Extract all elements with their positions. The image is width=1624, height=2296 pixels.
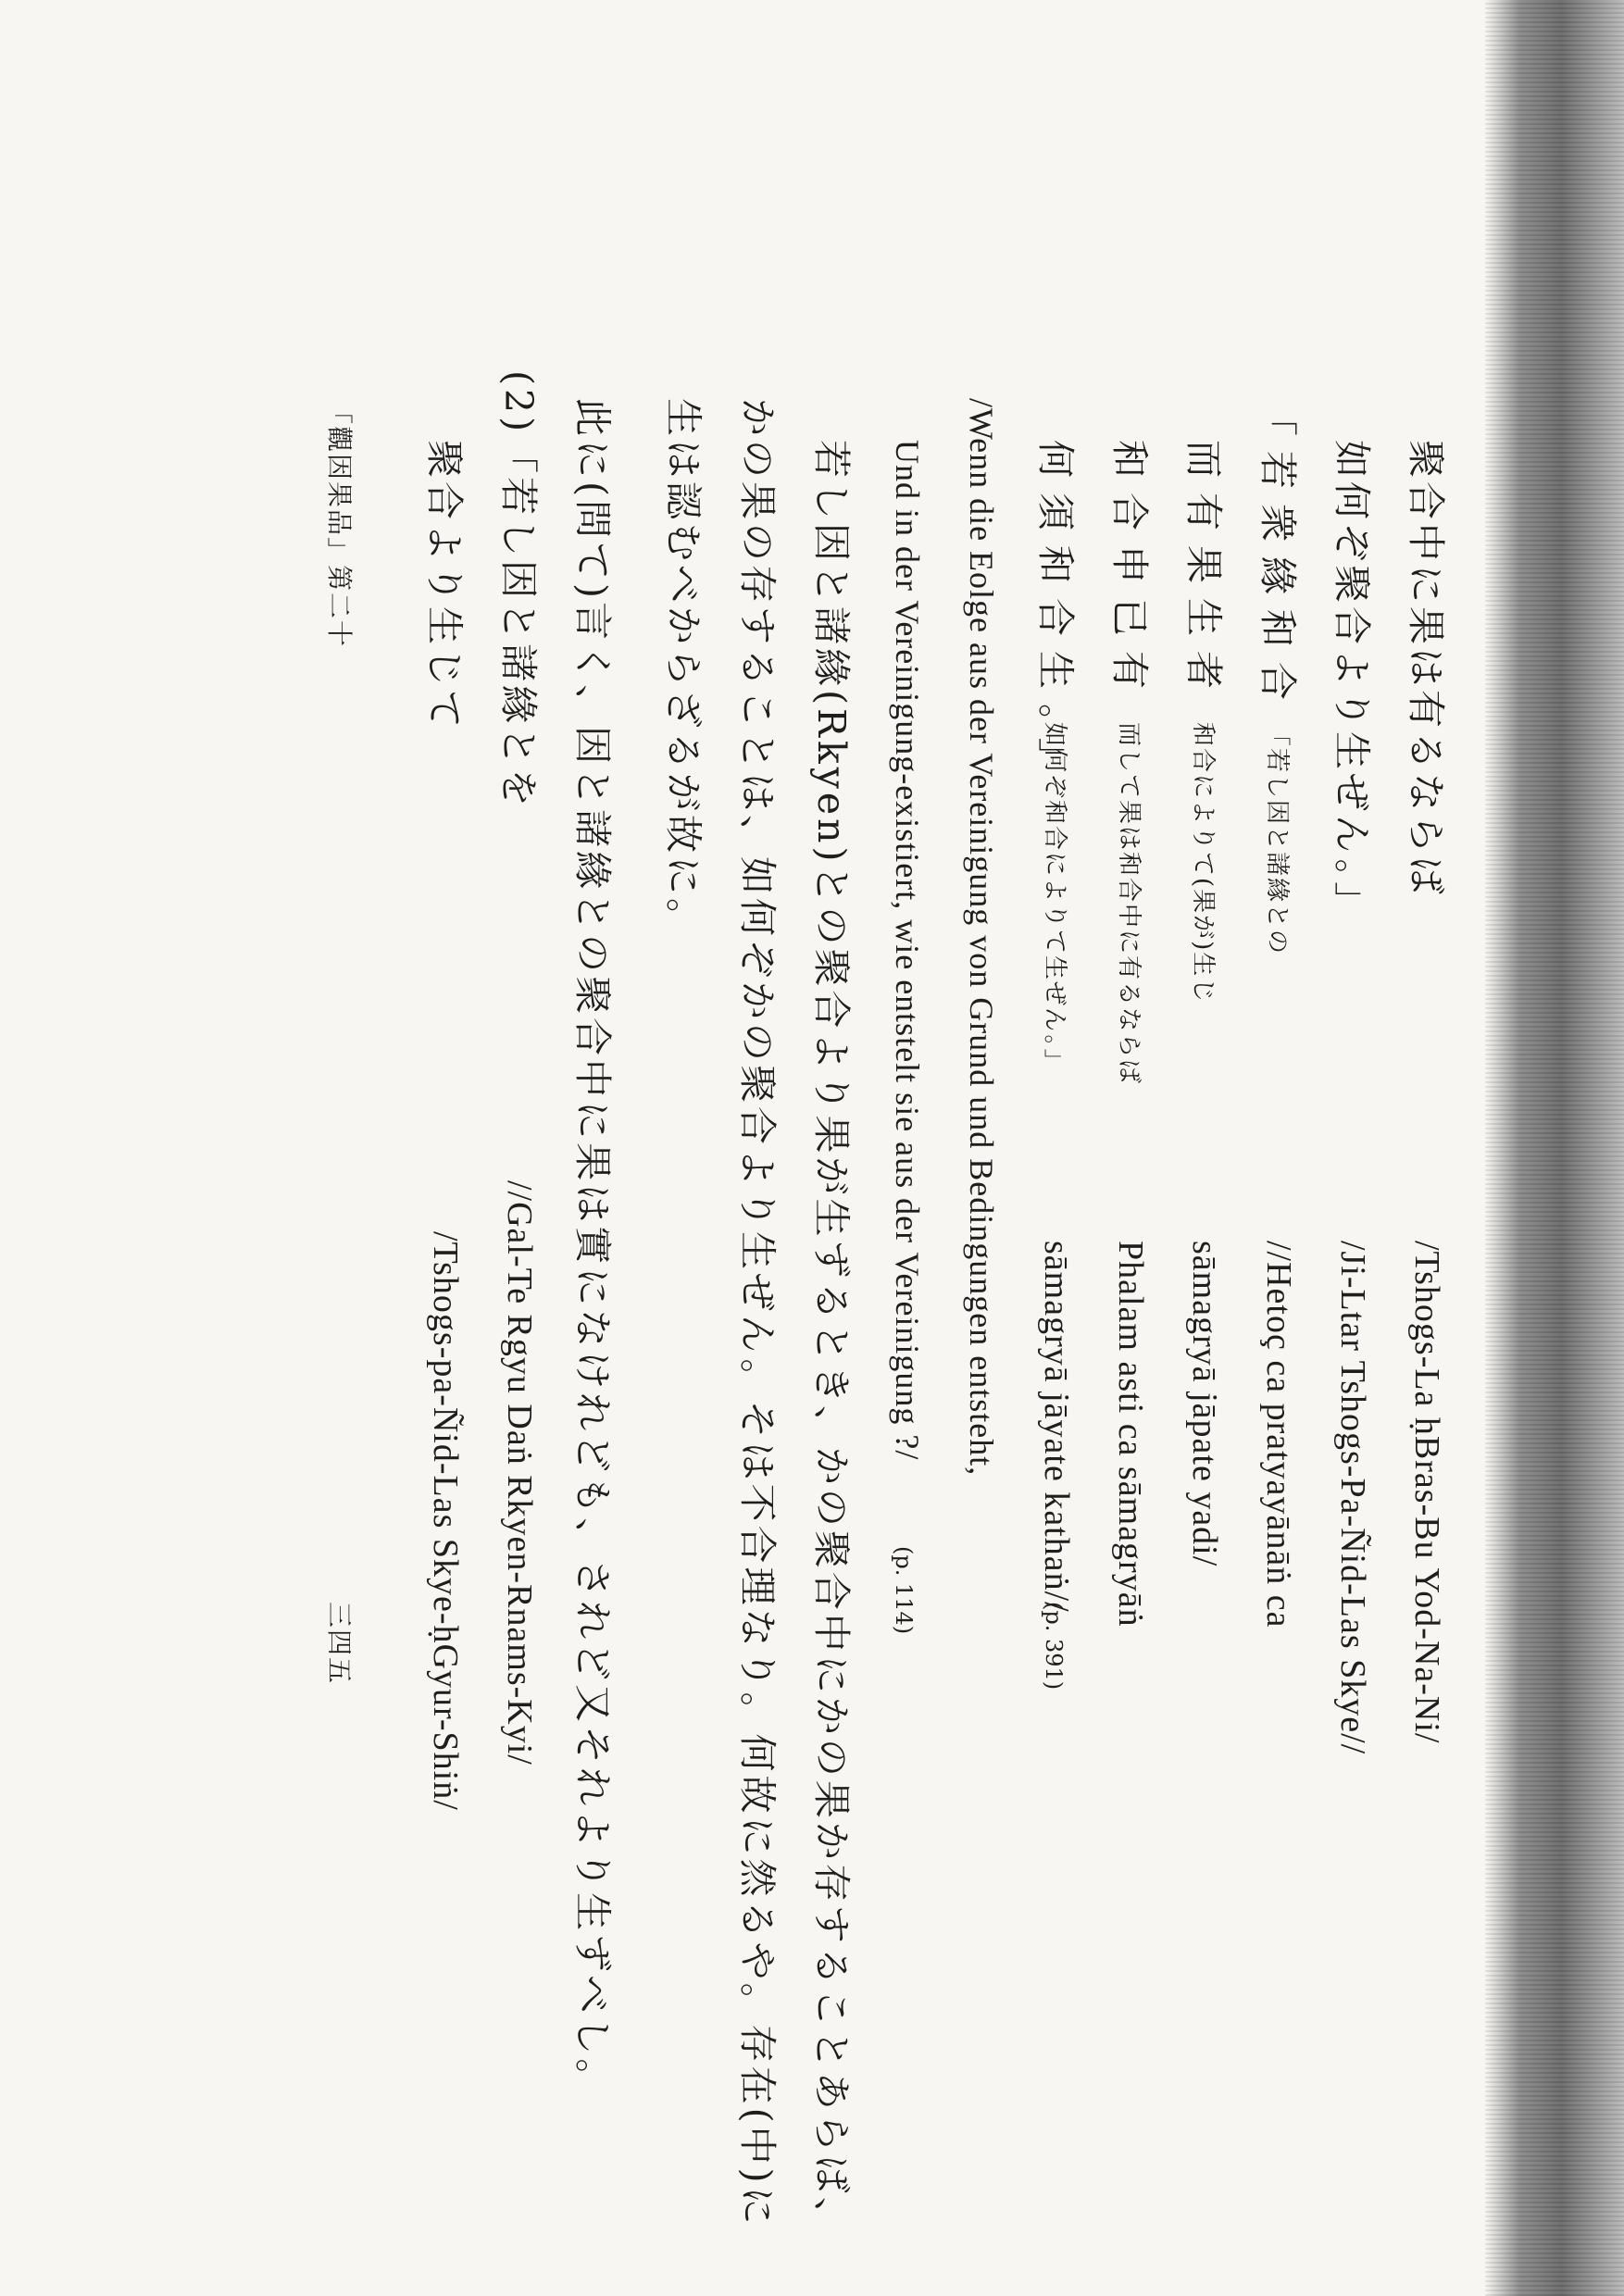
question-line: 此に(問て)言く、因と諸緣との聚合中に果は實になけれども、されど又それより生ずべし。 xyxy=(570,398,615,2101)
page-reference-114: (p. 114) xyxy=(891,1546,917,1635)
page-reference-391: (p. 391) xyxy=(1041,1602,1067,1691)
prose-line-1: 若し因と諸緣(Rkyen)との聚合より果が生ずるとき、かの聚合中にかの果か存することあらば、 xyxy=(809,440,854,2239)
verse-2-tibetan-line-2: /Tshogs-pa-Ñid-Las Skye-ḥGyur-Shiṅ/ xyxy=(426,1231,465,1811)
verse-note-4: 如何ぞ和合によりて生ぜん。」 xyxy=(1041,722,1068,1075)
sanskrit-line-4: sāmagryā jāyate kathaṅ// xyxy=(1037,1241,1076,1613)
german-translation-line-1: /Wenn die Eolge aus der Vereinigung von Grund und Bedingungen entsteht, xyxy=(963,398,1000,1477)
binding-edge-shadow xyxy=(1485,0,1624,2296)
verse-note-2: 和合によりて(果が)生じ xyxy=(1189,722,1217,1004)
chinese-verse-line-1: 「若衆緣和合 xyxy=(1255,398,1300,715)
tibetan-line-2: /Ji-Ltar Tshogs-Pa-Ñid-Las Skye// xyxy=(1333,1241,1372,1755)
page-number: 三四五 xyxy=(324,1602,355,1686)
rotated-text-block xyxy=(278,370,1448,2239)
tibetan-line-1: /Tshogs-La ḥBras-Bu Yod-Na-Ni/ xyxy=(1407,1241,1446,1744)
verse-2-tibetan-line-1: //Gal-Te Rgyu Daṅ Rkyen-Rnams-Kyi/ xyxy=(500,1180,539,1766)
sanskrit-line-3: Phalam asti ca sāmagryāṅ xyxy=(1111,1241,1150,1628)
verse-2-line-2: 聚合より生じて xyxy=(422,440,467,731)
verse-2-line-1: (2)「若し因と諸緣とを xyxy=(496,370,541,811)
german-translation-line-2: Und in der Vereinigung-existiert, wie entstelt sie aus der Vereinigung ?/ xyxy=(889,440,926,1461)
sanskrit-line-2: sāmagryā jāpate yadi/ xyxy=(1185,1241,1224,1567)
verse-note-1: 「若し因と諸緣との xyxy=(1263,722,1291,956)
verse-line-1: 聚合中に果は有るならば xyxy=(1404,440,1448,898)
chinese-verse-line-2: 而有果生者 xyxy=(1181,440,1226,704)
prose-line-3: 生は認むべからざるが故に。 xyxy=(661,398,706,940)
sanskrit-line-1: //Hetoç ca pratyayānāṅ ca xyxy=(1259,1241,1298,1628)
chinese-verse-line-4: 何須和合生。」 xyxy=(1033,440,1078,791)
verse-note-3: 而して果は和合中に有るならば xyxy=(1115,722,1143,1086)
chinese-verse-line-3: 和合申已有 xyxy=(1107,440,1152,704)
verse-line-2: 如何ぞ聚合より生ぜん。」 xyxy=(1330,440,1374,923)
chapter-title-footer: 「觀因果品」第二十 xyxy=(324,398,355,649)
prose-line-2: かの果の存することは、如何ぞかの聚合より生ぜん。そは不合理なり。何故に然るや。存在(中)に xyxy=(735,398,780,2228)
